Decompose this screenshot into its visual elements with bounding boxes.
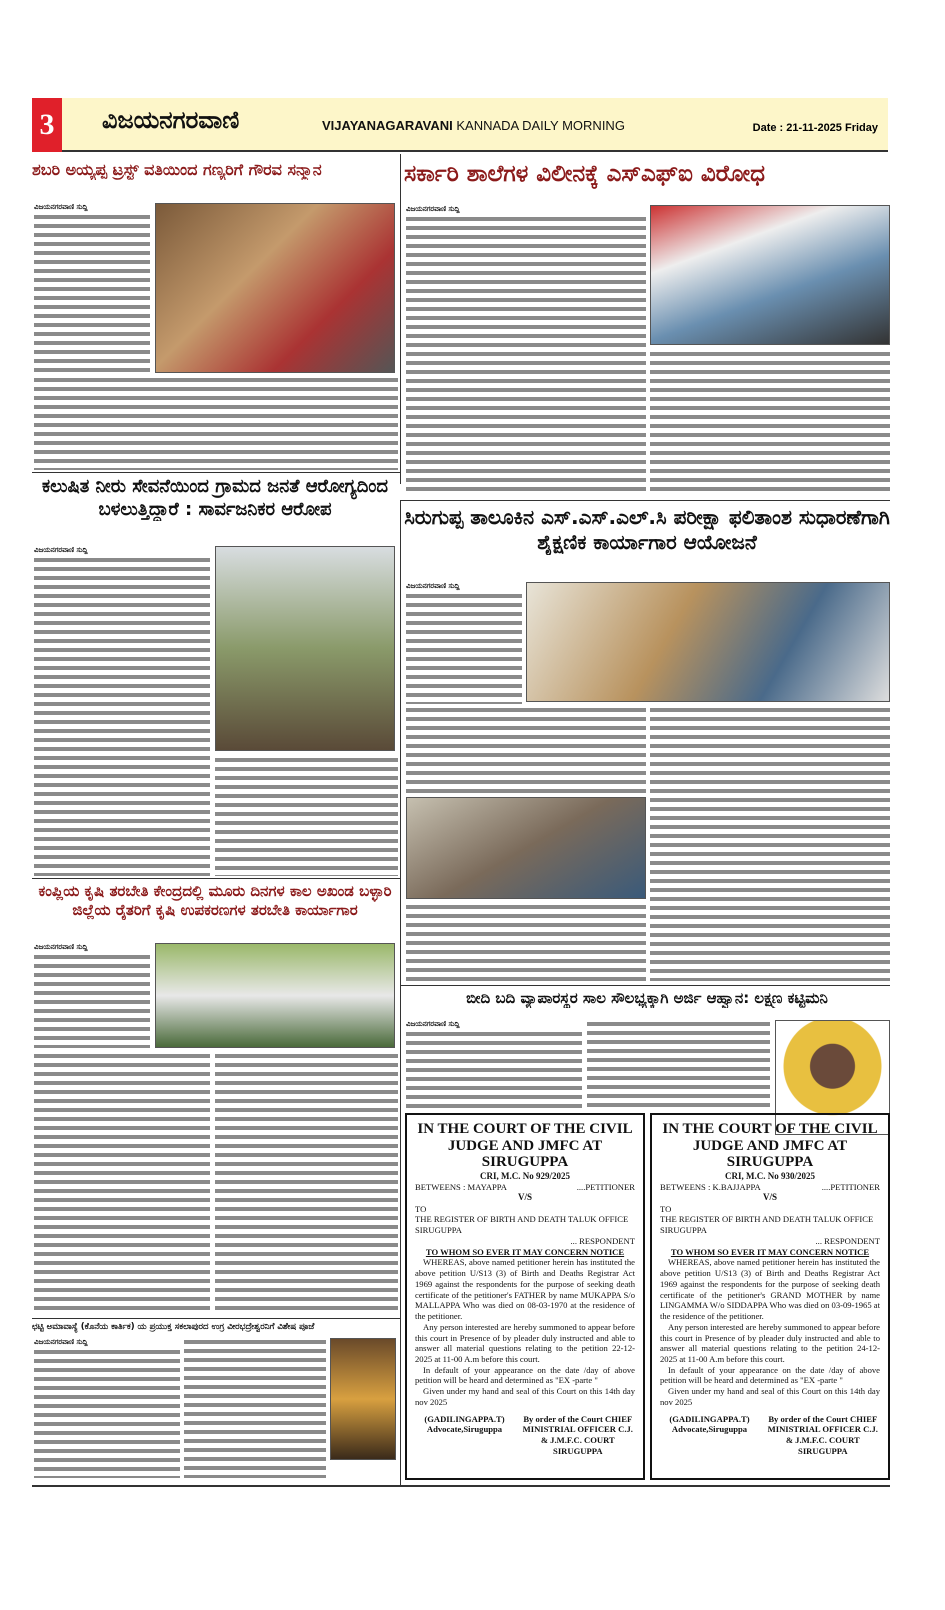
photo-deity bbox=[330, 1338, 396, 1460]
respondent: THE REGISTER OF BIRTH AND DEATH TALUK OFFICE SIRUGUPPA bbox=[660, 1214, 874, 1236]
dateline: ವಿಜಯನಗರವಾಣಿ ಸುದ್ದಿ bbox=[34, 1338, 88, 1346]
respondent-label: ... RESPONDENT bbox=[570, 1235, 635, 1246]
column-divider bbox=[400, 154, 401, 484]
notice-heading: TO WHOM SO EVER IT MAY CONCERN NOTICE bbox=[670, 1246, 870, 1257]
article-body bbox=[215, 756, 398, 876]
notice-title: IN THE COURT OF THE CIVIL JUDGE AND JMFC AT SIRUGUPPA bbox=[662, 1121, 878, 1170]
article-body bbox=[34, 953, 150, 1048]
headline-sslc-workshop: ಸಿರುಗುಪ್ಪ ತಾಲೂಕಿನ ಎಸ್.ಎಸ್.ಎಲ್.ಸಿ ಪರೀಕ್ಷಾ ಫಲಿತಾಂಶ ಸುಧಾರಣೆಗಾಗಿ ಶೈಕ್ಷಣಿಕ ಕಾರ್ಯಾಗಾರ ಆಯೋಜನೆ bbox=[404, 505, 890, 554]
article-body bbox=[650, 350, 890, 495]
photo-workshop bbox=[526, 582, 890, 702]
article-body bbox=[34, 1052, 210, 1314]
divider bbox=[400, 500, 890, 501]
notice-heading: TO WHOM SO EVER IT MAY CONCERN NOTICE bbox=[425, 1246, 625, 1257]
notice-para: Any person interested are hereby summoned to appear before this court in Presence of by pleader duly instructed and able to answer all material questions relating to the petition 24-12-2025 at 11-00 A.m before this court. bbox=[660, 1321, 880, 1365]
article-body bbox=[34, 1348, 180, 1478]
divider bbox=[32, 472, 400, 473]
column-divider bbox=[400, 500, 401, 1485]
notice-title: IN THE COURT OF THE CIVIL JUDGE AND JMFC AT SIRUGUPPA bbox=[417, 1121, 633, 1170]
dateline: ವಿಜಯನಗರವಾಣಿ ಸುದ್ದಿ bbox=[34, 546, 88, 554]
article-body bbox=[587, 1020, 770, 1110]
photo-felicitation bbox=[155, 203, 395, 373]
page-bottom-rule bbox=[32, 1485, 890, 1487]
versus: V/S bbox=[762, 1192, 777, 1203]
dateline: ವಿಜಯನಗರವಾಣಿ ಸುದ್ದಿ bbox=[406, 1020, 460, 1028]
petitioner-name: BETWEENS : K.BAJJAPPA bbox=[660, 1181, 761, 1192]
court-notice-929 bbox=[405, 1113, 645, 1480]
case-number: CRI, M.C. No 930/2025 bbox=[725, 1170, 815, 1181]
photo-farmers bbox=[155, 943, 395, 1048]
advocate-signature: (GADILINGAPPA.T) Advocate,Siruguppa bbox=[669, 1413, 750, 1435]
newspaper-name: VIJAYANAGARAVANI KANNADA DAILY MORNING bbox=[322, 118, 625, 133]
divider bbox=[32, 878, 400, 879]
court-notice-930 bbox=[650, 1113, 890, 1480]
petitioner-label: ....PETITIONER bbox=[576, 1181, 635, 1192]
headline-sabari-trust: ಶಬರಿ ಅಯ್ಯಪ್ಪ ಟ್ರಸ್ಟ್ ವತಿಯಿಂದ ಗಣ್ಯರಿಗೆ ಗೌರವ ಸನ್ಮಾನ bbox=[32, 160, 322, 179]
respondent: THE REGISTER OF BIRTH AND DEATH TALUK OFFICE SIRUGUPPA bbox=[415, 1214, 629, 1236]
headline-street-vendors: ಬೀದಿ ಬದಿ ವ್ಯಾಪಾರಸ್ಥರ ಸಾಲ ಸೌಲಭ್ಯಕ್ಕಾಗಿ ಅರ್ಜಿ ಆಹ್ವಾನ: ಲಕ್ಷ್ಮಣ ಕಟ್ಟಿಮನಿ bbox=[466, 989, 828, 1007]
article-body bbox=[650, 706, 890, 981]
headline-sfi-protest: ಸರ್ಕಾರಿ ಶಾಲೆಗಳ ವಿಲೀನಕ್ಕೆ ಎಸ್‌ಎಫ್‌ಐ ವಿರೋಧ bbox=[404, 161, 765, 187]
article-body bbox=[184, 1338, 326, 1478]
photo-meeting bbox=[406, 797, 646, 899]
article-body bbox=[34, 213, 150, 373]
notice-para: Given under my hand and seal of this Court on this 14th day nov 2025 bbox=[660, 1386, 880, 1407]
to-label: TO bbox=[415, 1203, 427, 1214]
headline-agri-training: ಕಂಪ್ಲಿಯ ಕೃಷಿ ತರಬೇತಿ ಕೇಂದ್ರದಲ್ಲಿ ಮೂರು ದಿನಗಳ ಕಾಲ ಅಖಂಡ ಬಳ್ಳಾರಿ ಜಿಲ್ಲೆಯ ರೈತರಿಗೆ ಕೃಷಿ ಉಪಕರಣಗಳ ತರಬೇತಿ ಕಾರ್ಯಾಗಾರ bbox=[38, 882, 392, 919]
article-body bbox=[215, 1052, 398, 1314]
article-body bbox=[34, 376, 398, 470]
article-body bbox=[406, 592, 522, 704]
article-body bbox=[406, 903, 646, 981]
dateline: ವಿಜಯನಗರವಾಣಿ ಸುದ್ದಿ bbox=[406, 582, 460, 590]
photo-water-tap bbox=[215, 546, 395, 751]
dateline: ವಿಜಯನಗರವಾಣಿ ಸುದ್ದಿ bbox=[34, 203, 88, 211]
notice-para: Given under my hand and seal of this Court on this 14th day nov 2025 bbox=[415, 1386, 635, 1407]
petitioner-name: BETWEENS : MAYAPPA bbox=[415, 1181, 508, 1192]
notice-para: WHEREAS, above named petitioner herein has instituted the above petition U/S13 (3) of Birth and Deaths Registrar Act 1969 against the respondents for the purpose of seeking death certificate of the petitioner's FATHER by name MUKAPPA S/o MALLAPPA Who was died on 08-03-1970 at the residence of the petitioner. bbox=[415, 1257, 635, 1322]
notice-para: In default of your appearance on the date /day of above petition will be heard and determined as "EX -parte " bbox=[415, 1364, 635, 1386]
page-number: 3 bbox=[32, 98, 62, 152]
notice-para: In default of your appearance on the date /day of above petition will be heard and determined as "EX -parte " bbox=[660, 1364, 880, 1386]
notice-para: WHEREAS, above named petitioner herein has instituted the above petition U/S13 (3) of Birth and Deaths Registrar Act 1969 against the respondents for the purpose of seeking death certificate of the petitioner's GRAND MOTHER by name LINGAMMA W/o SIDDAPPA Who was died on 03-09-1965 at the residence of the petitioner. bbox=[660, 1257, 880, 1322]
respondent-label: ... RESPONDENT bbox=[815, 1235, 880, 1246]
headline-contaminated-water: ಕಲುಷಿತ ನೀರು ಸೇವನೆಯಿಂದ ಗ್ರಾಮದ ಜನತೆ ಆರೋಗ್ಯದಿಂದ ಬಳಲುತ್ತಿದ್ದಾರೆ : ಸಾರ್ವಜನಿಕರ ಆರೋಪ bbox=[42, 476, 388, 520]
article-body bbox=[34, 556, 210, 876]
notice-para: Any person interested are hereby summoned to appear before this court in Presence of by pleader duly instructed and able to answer all material questions relating to the petition 22-12-2025 at 11-00 A.m before this court. bbox=[415, 1321, 635, 1365]
petitioner-label: ....PETITIONER bbox=[821, 1181, 880, 1192]
article-body bbox=[406, 215, 646, 495]
case-number: CRI, M.C. No 929/2025 bbox=[480, 1170, 570, 1181]
headline-special-pooja: ಛಟ್ಟಿ ಅಮಾವಾಸ್ಯೆ (ಕೊನೆಯ ಕಾರ್ತಿಕ) ಯ ಪ್ರಯುಕ್ತ ಸಕಲಾಪುರದ ಉಗ್ರ ವೀರಭದ್ರೇಶ್ವರನಿಗೆ ವಿಶೇಷ ಪೂಜೆ bbox=[32, 1322, 315, 1332]
to-label: TO bbox=[660, 1203, 672, 1214]
issue-date: Date : 21-11-2025 Friday bbox=[752, 122, 878, 134]
article-body bbox=[406, 706, 646, 794]
divider bbox=[32, 1318, 400, 1319]
advocate-signature: (GADILINGAPPA.T) Advocate,Siruguppa bbox=[424, 1413, 505, 1435]
article-body bbox=[406, 1030, 582, 1110]
court-signature: By order of the Court CHIEF MINISTRIAL OFFICER C.J. & J.M.F.C. COURT SIRUGUPPA bbox=[522, 1413, 633, 1456]
dateline: ವಿಜಯನಗರವಾಣಿ ಸುದ್ದಿ bbox=[406, 205, 460, 213]
dateline: ವಿಜಯನಗರವಾಣಿ ಸುದ್ದಿ bbox=[34, 943, 88, 951]
court-signature: By order of the Court CHIEF MINISTRIAL OFFICER C.J. & J.M.F.C. COURT SIRUGUPPA bbox=[767, 1413, 878, 1456]
masthead bbox=[32, 98, 888, 152]
divider bbox=[400, 985, 890, 986]
versus: V/S bbox=[517, 1192, 532, 1203]
photo-protest bbox=[650, 205, 890, 345]
newspaper-logo: ವಿಜಯನಗರವಾಣಿ bbox=[102, 106, 240, 134]
